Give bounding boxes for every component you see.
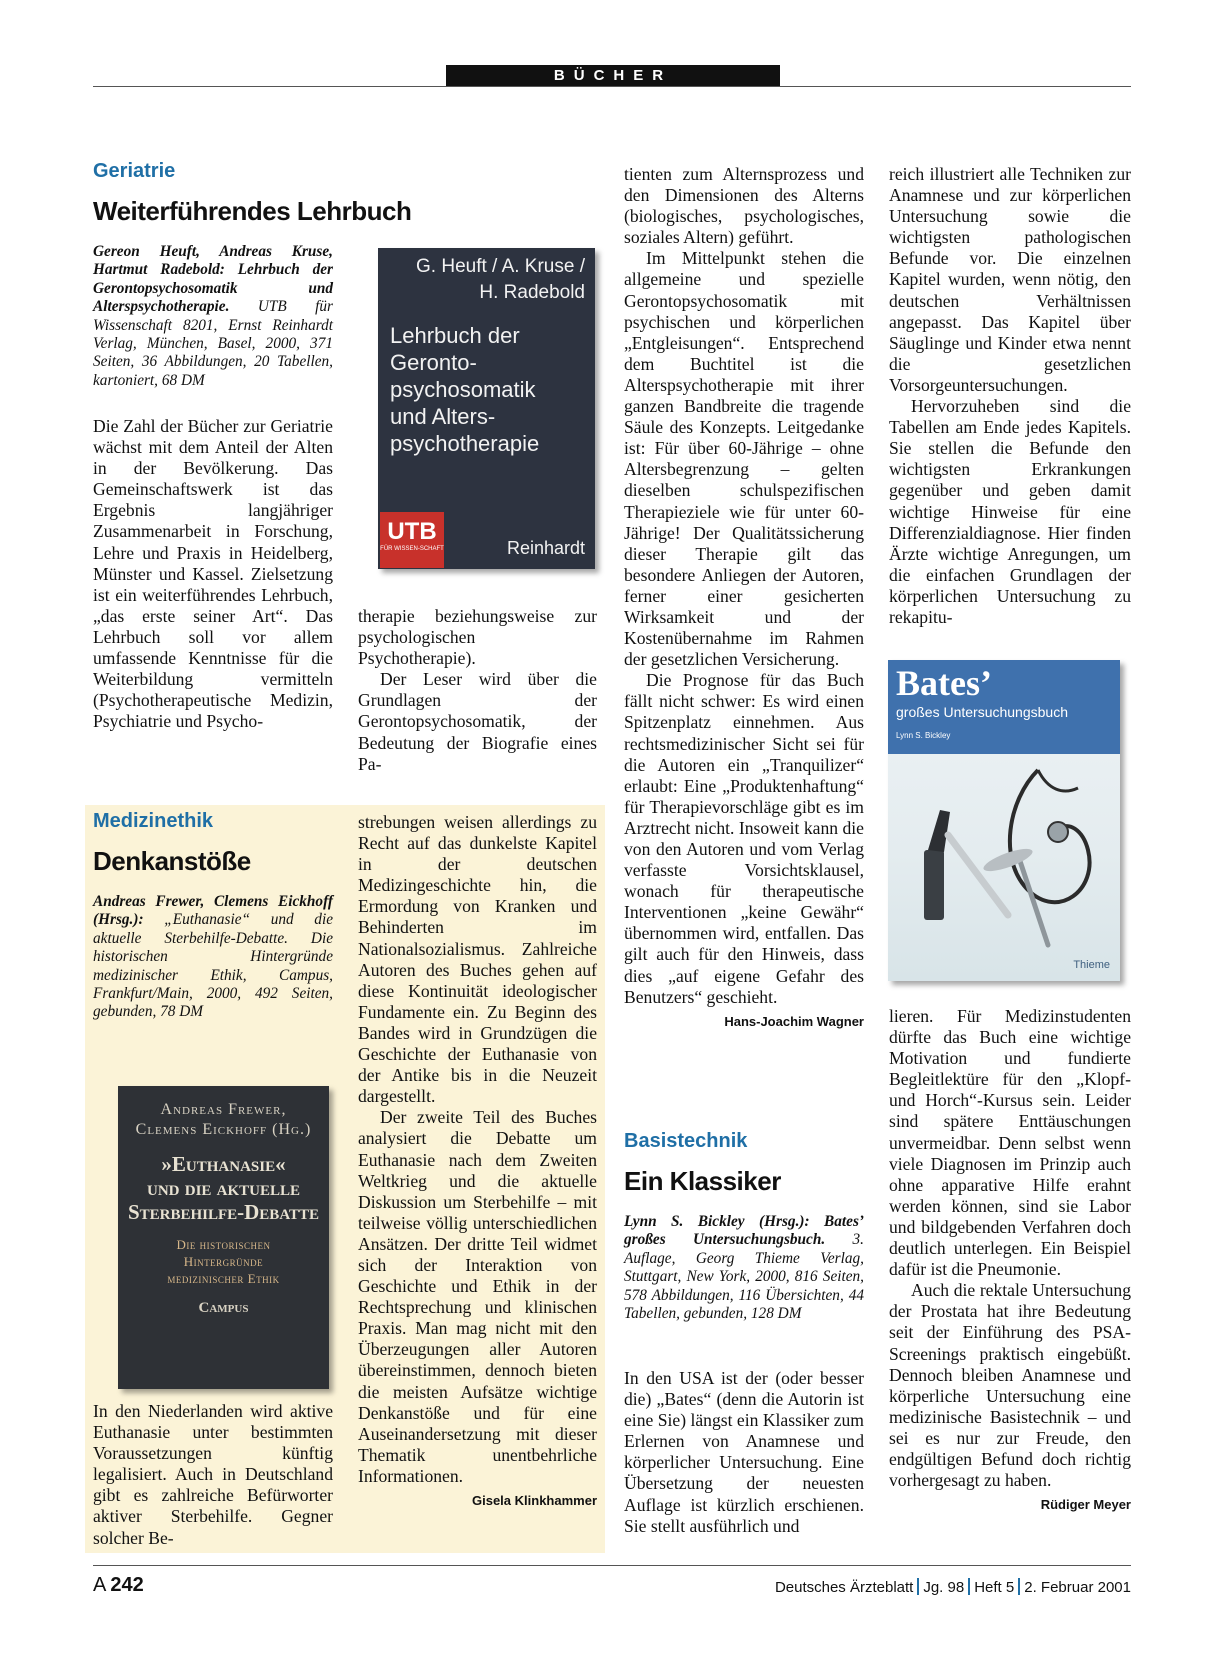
separator	[1018, 1578, 1020, 1595]
cover-series-sub: FÜR WISSEN-SCHAFT	[380, 546, 444, 552]
paragraph: Die Zahl der Bücher zur Geriatrie wächst mit dem Anteil der Alten in der Bevölkerung. Das Gemeinschaftswerk ist das Ergebnis langjähriger Zusammenarbeit in Forschung, Lehre und Praxis in Heidelberg, Münster und Kassel. Zielsetzung ist ein weiterführendes Lehrbuch, „das erste seiner Art“. Das Lehrbuch soll vor allem umfassende Kenntnisse für die Weiterbildung vermitteln (Psychotherapeutische Medizin, Psychiatrie und Psycho-	[93, 416, 333, 732]
cover-sub-1: Die historischen	[176, 1237, 271, 1252]
paragraph: In den USA ist der (oder besser die) „Bates“ (denn die Autorin ist eine Sie) längst ein Klassiker zum Erlernen von Anamnese und körperlicher Untersuchung. Eine Übersetzung der neuesten Auflage ist kürzlich erschienen. Sie stellt ausführlich und	[624, 1368, 864, 1536]
biblio-article2	[93, 893, 333, 1022]
cover-title-1: »Euthanasie«	[161, 1152, 286, 1176]
separator	[917, 1578, 919, 1595]
biblio-article1	[93, 243, 333, 390]
article1-col3	[624, 164, 864, 1032]
footer-journal-info	[775, 1578, 1131, 1596]
article3-col4-bottom	[889, 1006, 1131, 1515]
utb-logo	[380, 512, 444, 568]
article3-col3	[624, 1368, 864, 1537]
cover-author: Lynn S. Bickley	[896, 731, 951, 740]
cover-subtitle: großes Untersuchungsbuch	[896, 704, 1068, 720]
cover-authors-2: H. Radebold	[479, 282, 585, 303]
book-cover-lehrbuch	[378, 248, 595, 569]
journal-name: Deutsches Ärzteblatt	[774, 1579, 914, 1596]
paragraph: reich illustriert alle Techniken zur Anamnese und zur körperlichen Untersuchung sowie die wichtigsten pathologischen Befunde vor. Die einzelnen Kapitel wurden, wenn nötig, den deutschen Verhältnissen angepasst. Das Kapitel über Säuglinge und Kinder etwa nennt die gesetzlichen Vorsorgeuntersuchungen.	[889, 164, 1131, 395]
biblio-article3	[624, 1213, 864, 1323]
paragraph: lieren. Für Medizinstudenten dürfte das Buch eine wichtige Motivation und fundierte Begleitlektüre für den „Klopf- und Horch“-Kursus sein. Leider sind spätere Enttäuschungen unvermeidbar. Denn selbst wenn viele Diagnosen im Prinzip auch ohne apparative Hilfe erahnt werden können, sind sie Labor und bildgebenden Verfahren doch deutlich unterlegen. Ein Beispiel dafür ist die Pneumonie.	[889, 1006, 1131, 1280]
cover-title: Bates’	[896, 663, 992, 703]
cover-title-1: Lehrbuch der	[390, 323, 520, 348]
book-cover-euthanasie	[118, 1086, 329, 1389]
biblio-authors: Andreas Frewer, Clemens Eickhoff (Hrsg.):	[93, 893, 333, 929]
stethoscope-illustration	[888, 660, 1120, 981]
cover-authors-1: G. Heuft / A. Kruse /	[416, 256, 585, 277]
cover-title-4: und Alters-	[390, 404, 496, 429]
paragraph: Im Mittelpunkt stehen die allgemeine und spezielle Gerontopsychosomatik mit psychischen und körperlichen „Entgleisungen“. Entsprechend dem Buchtitel ist die Alterspsychotherapie mit ihrer ganzen Bandbreite die tragende Säule des Konzepts. Leitgedanke ist: Für über 60-Jährige – ohne Altersbegrenzung – gelten dieselben schulspezifischen Therapieziele wie für unter 60-Jährige! Der Qualitätssicherung dieser Therapie gilt das besondere Anliegen der Autoren, ferner einer gesicherten Wirksamkeit und der Kostenübernahme im Rahmen der gesetzlichen Versicherung.	[624, 248, 864, 670]
separator	[968, 1578, 970, 1595]
author-signature: Rüdiger Meyer	[1040, 1497, 1131, 1513]
footer-rule	[93, 1565, 1131, 1566]
author-signature: Hans-Joachim Wagner	[724, 1013, 864, 1029]
paragraph: Auch die rektale Untersuchung der Prostata hat ihre Bedeutung seit der Einführung des PSA-Screenings praktisch eingebüßt. Dennoch bleiben Anamnese und körperliche Untersuchung eine medizinische Basistechnik – und sei es nur zur Freude, den endgültigen Befund doch richtig vorhergesagt zu haben.	[889, 1280, 1131, 1491]
headline-article3: Ein Klassiker	[624, 1166, 781, 1196]
cover-publisher: Campus	[198, 1300, 249, 1316]
biblio-details: 3. Auflage, Georg Thieme Verlag, Stuttgart, New York, 2000, 816 Seiten, 578 Abbildungen, 116 Übersichten, 44 Tabellen, gebunden, 128 DM	[624, 1231, 864, 1323]
cover-title-2: Geronto-	[390, 350, 477, 375]
biblio-authors: Lynn S. Bickley (Hrsg.): Bates’ großes Untersuchungsbuch.	[624, 1213, 864, 1249]
cover-publisher: Reinhardt	[506, 538, 585, 558]
article2-col2	[358, 812, 597, 1511]
article1-col2	[358, 606, 597, 775]
author-signature: Gisela Klinkhammer	[472, 1493, 597, 1508]
page-number	[93, 1574, 144, 1597]
paragraph: tienten zum Alternsprozess und den Dimensionen des Alterns (biologisches, psychologisches, soziales Altern) geführt.	[624, 164, 864, 248]
kicker-geriatrie: Geriatrie	[93, 160, 176, 182]
paragraph: Hervorzuheben sind die Tabellen am Ende jedes Kapitels. Sie stellen die Befunde den wichtigsten Erkrankungen gegenüber und geben damit wichtige Hinweise für eine Differenzialdiagnose. Hier finden Ärzte wichtige Anregungen, um die einfachen Grundlagen der körperlichen Untersuchung zu rekapitu-	[889, 396, 1131, 627]
article2-col1	[93, 1401, 333, 1549]
biblio-details: „Euthanasie“ und die aktuelle Sterbehilfe-Debatte. Die historischen Hintergründe medizinischer Ethik, Campus, Frankfurt/Main, 2000, 492 Seiten, gebunden, 78 DM	[93, 911, 333, 1021]
paragraph: Die Prognose für das Buch fällt nicht schwer: Es wird einen Spitzenplatz einnehmen. Aus rechtsmedizinischer Sicht sei für die Autoren ein „Tranquilizer“ erlaubt: Eine „Produktenhaftung“ für Therapievorschläge gibt es im Arztrecht nicht. Insoweit kann die von den Autoren und vom Verlag verfasste Vorsichtsklausel, wonach für therapeutische Interventionen „keine Gewähr“ übernommen wird, entfallen. Das gilt auch für den Hinweis, dass dies „auf eigene Gefahr des Benutzers“ geschieht.	[624, 670, 864, 1007]
article1-col1	[93, 416, 333, 732]
cover-title-2: und die aktuelle	[146, 1176, 301, 1200]
book-cover-bates	[888, 660, 1120, 981]
paragraph: Der Leser wird über die Grundlagen der Gerontopsychosomatik, der Bedeutung der Biografie eines Pa-	[358, 669, 597, 774]
biblio-details: UTB für Wissenschaft 8201, Ernst Reinhardt Verlag, München, Basel, 2000, 371 Seiten, 36 Abbildungen, 20 Tabellen, kartoniert, 68 DM	[93, 298, 333, 389]
header-rule	[93, 86, 1131, 87]
cover-title-3: Sterbehilfe-Debatte	[127, 1200, 320, 1224]
cover-series: UTB	[387, 518, 437, 545]
cover-sub-2: Hintergründe	[183, 1254, 264, 1269]
page-prefix: A	[93, 1574, 107, 1596]
cover-sub-3: medizinischer Ethik	[167, 1271, 280, 1286]
paragraph: strebungen weisen allerdings zu Recht auf das dunkelste Kapitel in der deutschen Medizingeschichte hin, die Ermordung von Kranken und Behinderten im Nationalsozialismus. Zahlreiche Autoren des Buches gehen auf diese Kontinuität ideologischer Fundamente ein. Zu Beginn des Bandes wird in Grundzügen die Geschichte der Euthanasie von der Antike bis in die Neuzeit dargestellt.	[358, 812, 597, 1107]
journal-volume: Jg. 98	[923, 1579, 965, 1596]
headline-article1: Weiterführendes Lehrbuch	[93, 196, 412, 226]
journal-date: 2. Februar 2001	[1024, 1579, 1131, 1596]
headline-article2: Denkanstöße	[93, 846, 251, 876]
kicker-basistechnik: Basistechnik	[624, 1130, 748, 1152]
cover-title-5: psychotherapie	[390, 431, 540, 456]
cover-title-3: psychosomatik	[390, 377, 536, 402]
paragraph: Der zweite Teil des Buches analysiert die Debatte um Euthanasie nach dem Zweiten Weltkrieg und die aktuelle Diskussion um Sterbehilfe – mit teilweise völlig unterschiedlichen Ansätzen. Der dritte Teil widmet sich der Interaktion von Geschichte und Ethik in der Rechtsprechung und klinischen Praxis. Man mag nicht mit den Überzeugungen aller Autoren übereinstimmen, dennoch bieten die meisten Aufsätze wichtige Denkanstöße und für eine Auseinandersetzung mit dieser Thematik unentbehrliche Informationen.	[358, 1107, 597, 1486]
cover-publisher: Thieme	[1073, 959, 1110, 971]
section-label: BÜCHER	[446, 65, 780, 86]
page-number-value: 242	[110, 1574, 144, 1596]
biblio-authors: Gereon Heuft, Andreas Kruse, Hartmut Radebold: Lehrbuch der Gerontopsychosomatik und Alterspsychotherapie.	[93, 243, 333, 316]
article3-col4-top	[889, 164, 1131, 628]
kicker-medizinethik: Medizinethik	[93, 810, 214, 832]
cover-author-2: Clemens Eickhoff (Hg.)	[135, 1121, 312, 1138]
cover-author-1: Andreas Frewer,	[160, 1101, 287, 1118]
journal-issue: Heft 5	[974, 1579, 1015, 1596]
paragraph: therapie beziehungsweise zur psychologischen Psychotherapie).	[358, 606, 597, 669]
paragraph: In den Niederlanden wird aktive Euthanasie unter bestimmten Voraussetzungen künftig legalisiert. Auch in Deutschland gibt es zahlreiche Befürworter aktiver Sterbehilfe. Gegner solcher Be-	[93, 1401, 333, 1548]
